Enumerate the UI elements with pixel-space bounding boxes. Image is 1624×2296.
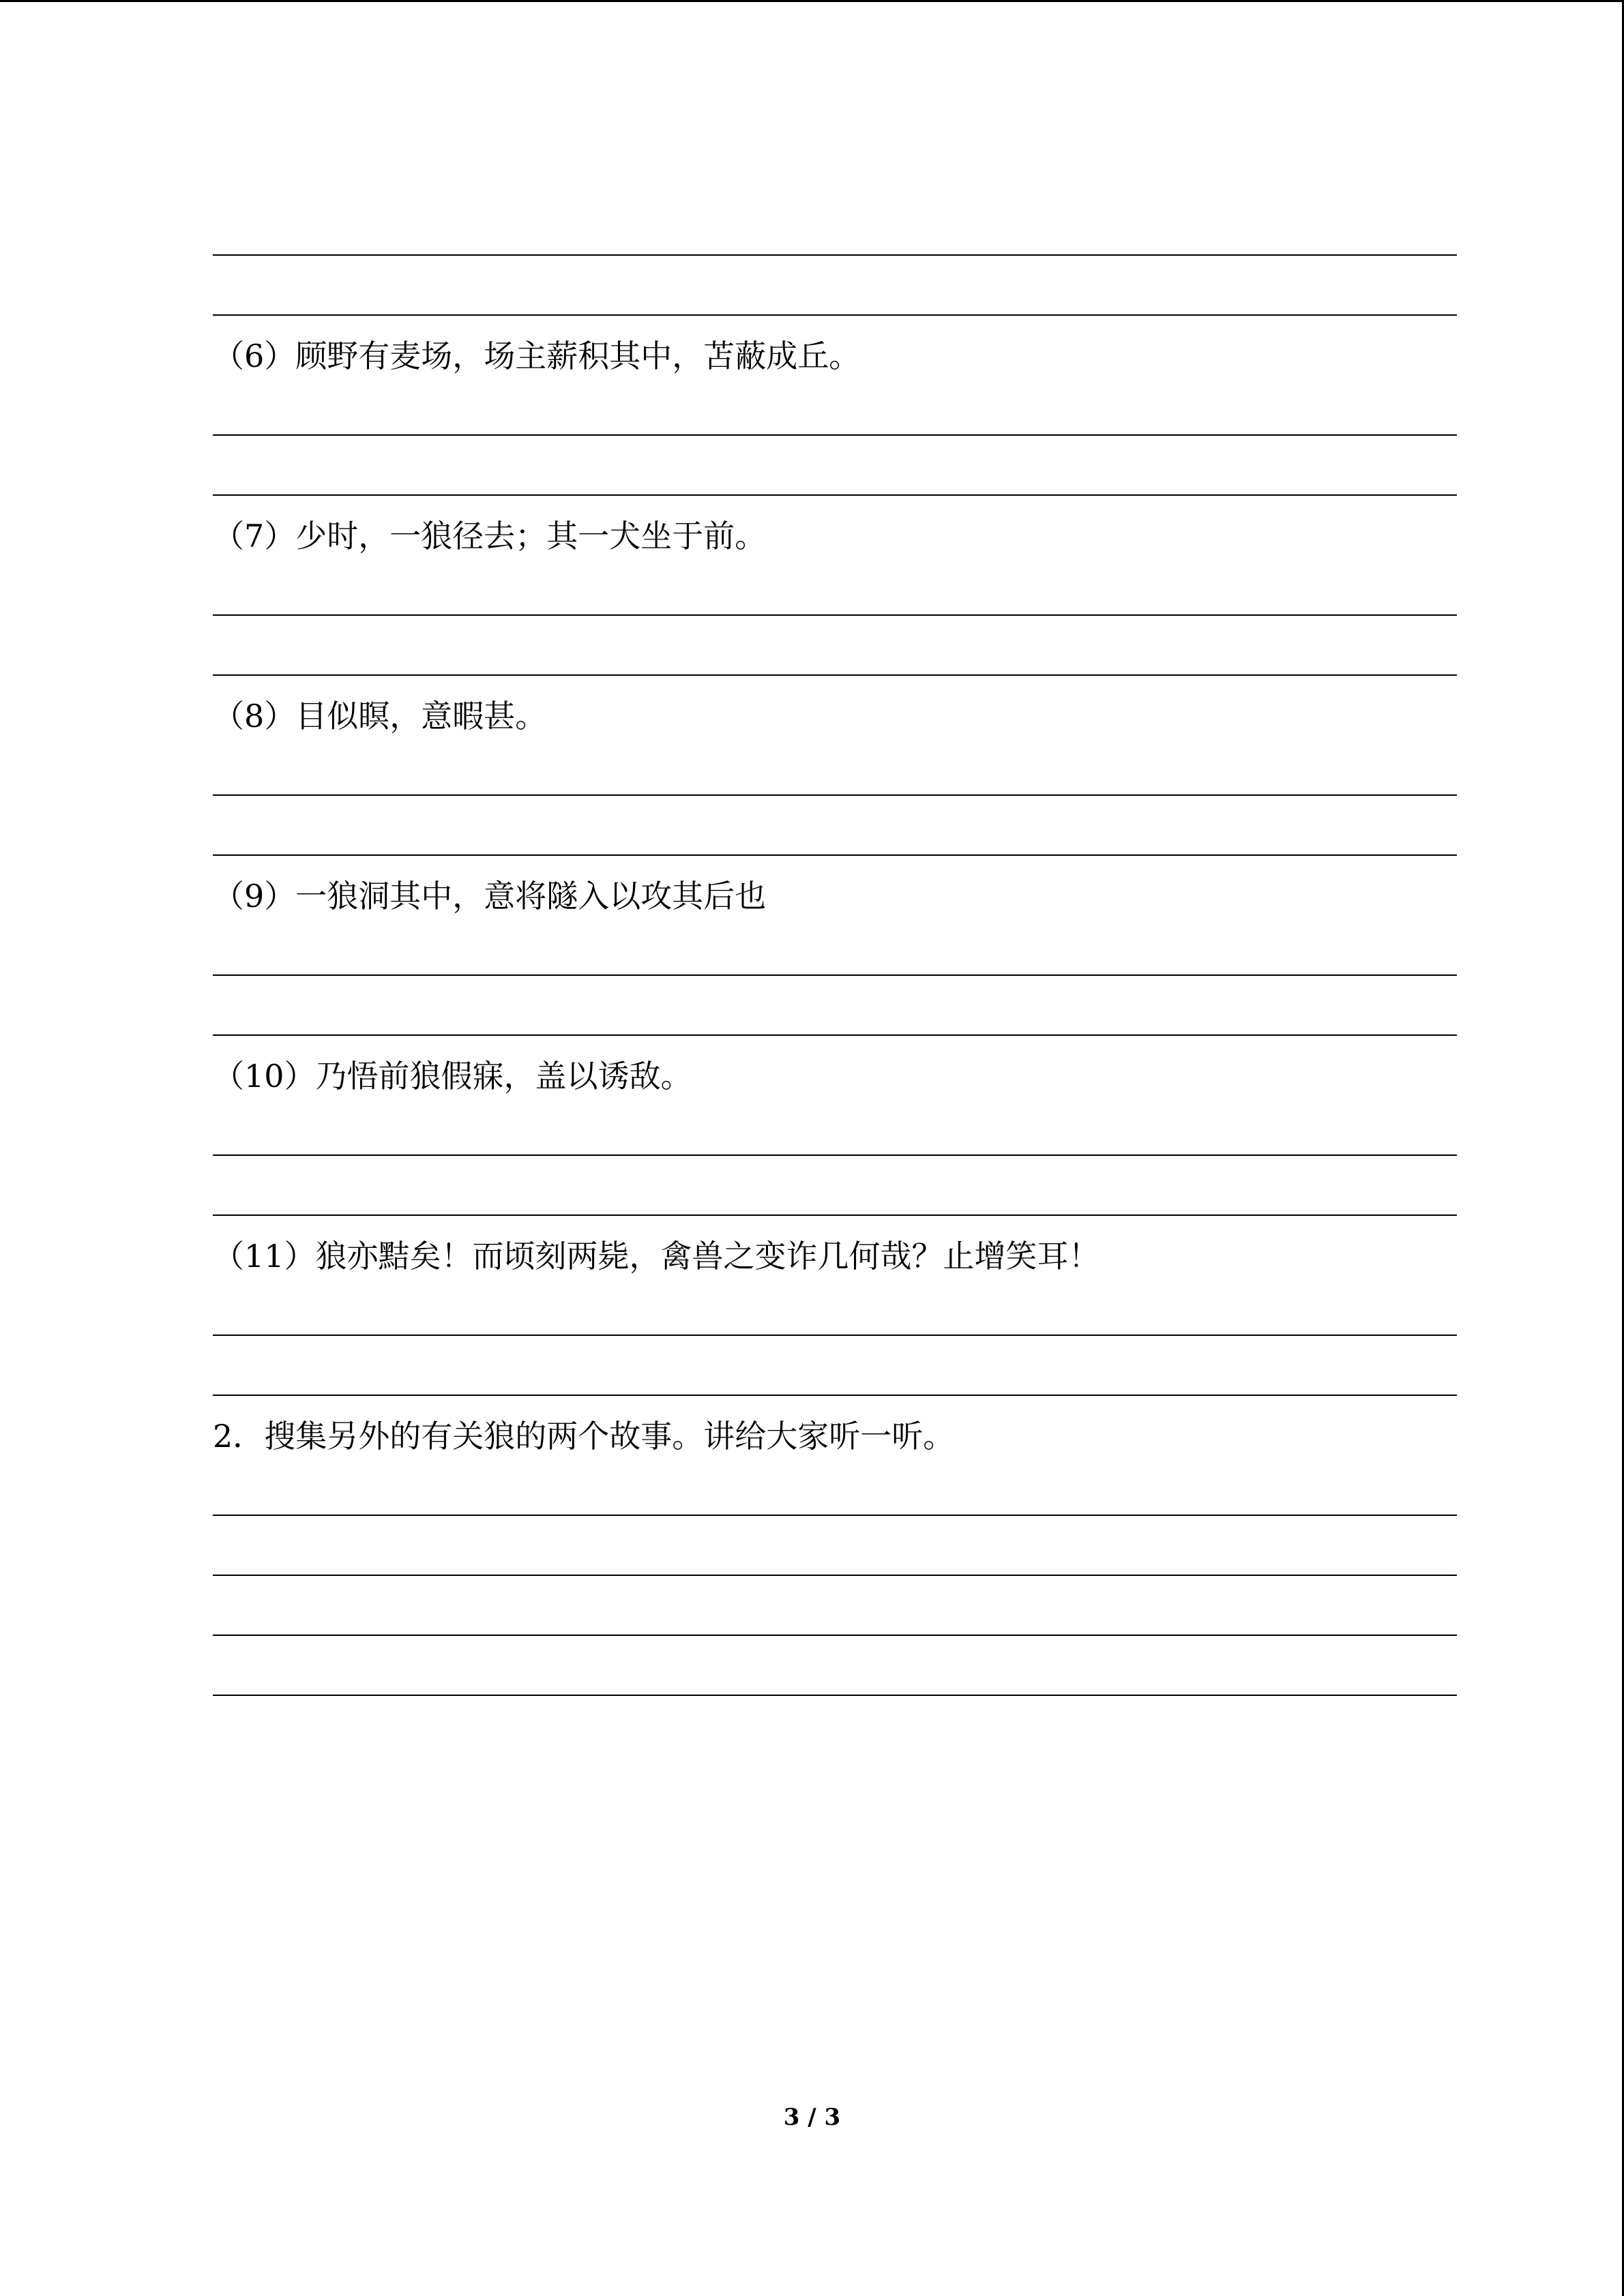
task-2: 2．搜集另外的有关狼的两个故事。讲给大家听一听。 — [213, 1418, 955, 1455]
page-border-top — [0, 0, 1624, 2]
answer-line — [213, 494, 1457, 496]
question-10: （10）乃悟前狼假寐，盖以诱敌。 — [213, 1058, 692, 1094]
question-9: （9）一狼洞其中，意将隧入以攻其后也 — [213, 878, 767, 914]
answer-line — [213, 314, 1457, 316]
answer-line — [213, 1695, 1457, 1696]
answer-line — [213, 614, 1457, 616]
answer-line — [213, 1154, 1457, 1156]
answer-line — [213, 1515, 1457, 1516]
answer-line — [213, 1575, 1457, 1576]
answer-line — [213, 794, 1457, 796]
question-11: （11）狼亦黠矣！而顷刻两毙，禽兽之变诈几何哉？止增笑耳！ — [213, 1238, 1100, 1274]
answer-line — [213, 254, 1457, 256]
answer-line — [213, 854, 1457, 856]
question-8: （8）目似瞑，意暇甚。 — [213, 698, 547, 734]
answer-line — [213, 974, 1457, 976]
answer-line — [213, 1335, 1457, 1336]
answer-line — [213, 1635, 1457, 1636]
answer-line — [213, 674, 1457, 676]
answer-line — [213, 1395, 1457, 1396]
question-6: （6）顾野有麦场，场主薪积其中，苫蔽成丘。 — [213, 338, 861, 374]
page-number: 3 / 3 — [783, 2104, 841, 2131]
answer-line — [213, 1214, 1457, 1216]
answer-line — [213, 434, 1457, 436]
question-7: （7）少时，一狼径去；其一犬坐于前。 — [213, 518, 767, 554]
answer-line — [213, 1034, 1457, 1036]
